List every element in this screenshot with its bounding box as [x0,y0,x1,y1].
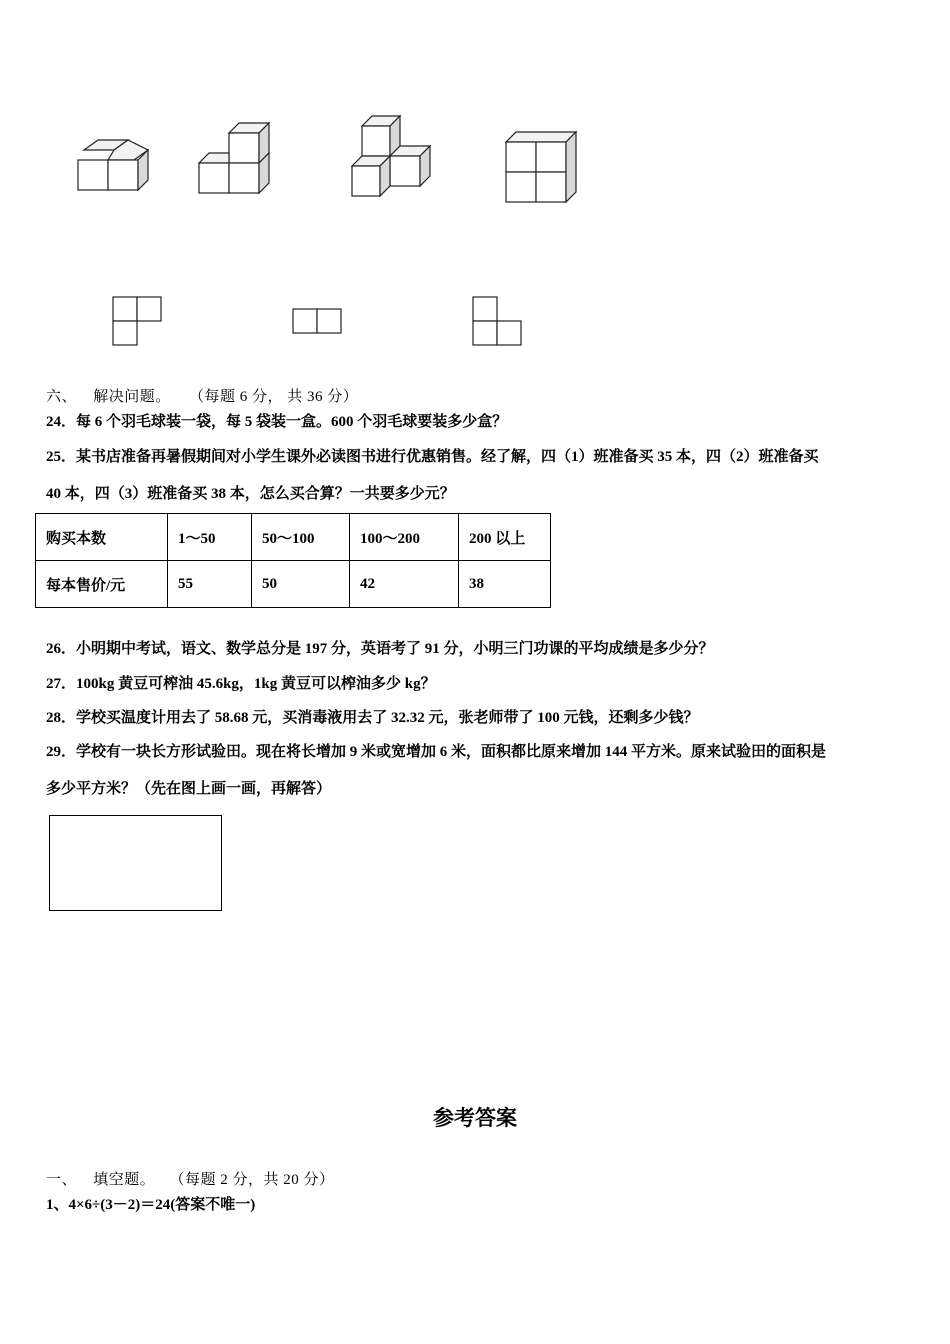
section-6-note: （每题 6 分， 共 36 分） [189,389,359,405]
table-row [36,514,551,561]
cube-figure-4 [504,130,584,205]
table-cell: 100～200 [350,514,459,561]
section-6-number: 六、 [46,389,78,405]
question-29-line-2: 多少平方米？（先在图上画一画，再解答） [46,781,332,797]
question-28: 28．学校买温度计用去了 58.68 元，买消毒液用去了 32.32 元，张老师带了 100 元钱，还剩多少钱？ [46,710,699,726]
table-cell: 1～50 [168,514,252,561]
section-6-heading [46,385,358,406]
question-25-line-2: 40 本，四（3）班准备买 38 本，怎么买合算？一共要多少元？ [46,486,455,502]
answer-1: 1、4×6÷(3－2)＝24(答案不唯一) [46,1197,256,1213]
cube-figure-2 [197,121,277,196]
answers-section-1-note: （每题 2 分，共 20 分） [169,1172,335,1188]
view-shape-2 [292,308,344,336]
table-cell: 200 以上 [459,514,551,561]
table-cell: 55 [168,561,252,608]
cube-figure-3 [350,114,440,199]
question-29-line-1: 29．学校有一块长方形试验田。现在将长增加 9 米或宽增加 6 米，面积都比原来增加 144 平方米。原来试验田的面积是 [46,744,827,760]
table-cell: 50 [252,561,350,608]
cube-figure-1 [76,138,156,193]
section-6-title: 解决问题。 [93,389,171,405]
question-27: 27．100kg 黄豆可榨油 45.6kg，1kg 黄豆可以榨油多少 kg？ [46,676,436,692]
answers-section-1-heading [46,1168,335,1189]
table-row [36,561,551,608]
question-25-line-1: 25．某书店准备再暑假期间对小学生课外必读图书进行优惠销售。经了解，四（1）班准备买 35 本，四（2）班准备买 [46,449,819,465]
answers-section-1-title: 填空题。 [93,1172,156,1188]
table-cell: 42 [350,561,459,608]
view-shape-3 [472,296,524,348]
field-rectangle-drawing [49,815,222,911]
table-cell: 每本售价/元 [36,561,168,608]
question-24: 24．每 6 个羽毛球装一袋，每 5 袋装一盒。600 个羽毛球要装多少盒？ [46,414,508,430]
question-26: 26．小明期中考试，语文、数学总分是 197 分，英语考了 91 分，小明三门功课的平均成绩是多少分？ [46,641,714,657]
view-shape-1 [112,296,164,348]
answers-title: 参考答案 [433,1106,517,1130]
table-cell: 50～100 [252,514,350,561]
table-cell: 购买本数 [36,514,168,561]
table-cell: 38 [459,561,551,608]
answers-section-1-number: 一、 [46,1172,78,1188]
price-table [35,513,551,608]
